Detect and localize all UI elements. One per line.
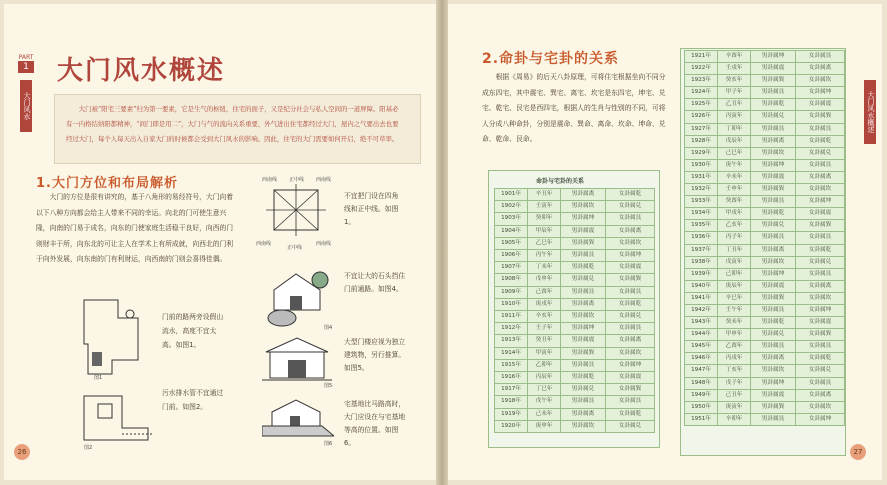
table-cell: 丙戌年 xyxy=(718,353,751,365)
table-cell: 1938年 xyxy=(685,256,718,268)
table-cell: 1909年 xyxy=(495,286,528,298)
table-cell: 女卦属艮 xyxy=(796,123,845,135)
table-cell: 男卦属艮 xyxy=(751,196,796,208)
fig1-label-top: 正中线 xyxy=(289,177,305,183)
table-cell: 癸亥年 xyxy=(718,75,751,87)
table-row xyxy=(685,135,845,147)
table-cell: 1946年 xyxy=(685,353,718,365)
fig1-label-ne: 西南线 xyxy=(316,177,332,183)
figure-4-diagram xyxy=(260,266,332,330)
table-row xyxy=(685,75,845,87)
table-cell: 1919年 xyxy=(495,408,528,420)
table-cell: 丁未年 xyxy=(528,262,561,274)
table-row xyxy=(495,372,655,384)
table-cell: 男卦属巽 xyxy=(751,292,796,304)
table-cell: 女卦属坤 xyxy=(796,304,845,316)
table-cell: 女卦属震 xyxy=(606,372,655,384)
table-cell: 女卦属震 xyxy=(796,317,845,329)
table-cell: 男卦属乾 xyxy=(561,262,606,274)
fig1-caption: 不宜把门设在四角线和正中线。如图1。 xyxy=(344,192,399,226)
table-cell: 乙巳年 xyxy=(528,237,561,249)
table-row xyxy=(685,220,845,232)
table-cell: 女卦属艮 xyxy=(606,286,655,298)
fig4-label: 图4 xyxy=(324,325,333,331)
table-cell: 1948年 xyxy=(685,377,718,389)
table-row xyxy=(495,213,655,225)
table-cell: 男卦属艮 xyxy=(561,359,606,371)
table-cell: 女卦属坤 xyxy=(796,413,845,425)
table-row xyxy=(685,123,845,135)
table-cell: 1902年 xyxy=(495,201,528,213)
table-cell: 男卦属乾 xyxy=(751,208,796,220)
table-cell: 男卦属艮 xyxy=(561,250,606,262)
table-row xyxy=(495,420,655,432)
table-cell: 女卦属兑 xyxy=(606,420,655,432)
table-cell: 癸酉年 xyxy=(718,196,751,208)
table-cell: 女卦属艮 xyxy=(606,323,655,335)
table-cell: 1908年 xyxy=(495,274,528,286)
table-cell: 男卦属离 xyxy=(561,298,606,310)
table-row xyxy=(685,389,845,401)
table-cell: 男卦属震 xyxy=(751,63,796,75)
table-row xyxy=(685,232,845,244)
table-cell: 1924年 xyxy=(685,87,718,99)
table-cell: 辛亥年 xyxy=(528,311,561,323)
table-row xyxy=(495,347,655,359)
table-cell: 女卦属坤 xyxy=(606,359,655,371)
table-cell: 男卦属坎 xyxy=(751,365,796,377)
table-row xyxy=(685,268,845,280)
table-row xyxy=(685,208,845,220)
table-cell: 男卦属震 xyxy=(751,280,796,292)
section-title-1: 1.大门方位和布局解析 xyxy=(36,176,178,191)
table-cell: 男卦属震 xyxy=(561,225,606,237)
chapter-title xyxy=(56,56,228,86)
table-cell: 乙卯年 xyxy=(528,359,561,371)
table-cell: 辛酉年 xyxy=(718,51,751,63)
table-cell: 男卦属离 xyxy=(561,408,606,420)
table-cell: 1943年 xyxy=(685,317,718,329)
table-row xyxy=(495,359,655,371)
table-cell: 女卦属离 xyxy=(796,389,845,401)
table-cell: 戊寅年 xyxy=(718,256,751,268)
table-cell: 男卦属离 xyxy=(751,135,796,147)
table-row xyxy=(685,51,845,63)
table-row xyxy=(685,256,845,268)
table-cell: 己卯年 xyxy=(718,268,751,280)
figure-2-diagram xyxy=(78,294,154,380)
table-cell: 女卦属巽 xyxy=(796,111,845,123)
gua-table-1 xyxy=(494,188,655,433)
fig3-caption: 污水排水管不宜通过门前。如图2。 xyxy=(162,389,224,411)
table-cell: 男卦属巽 xyxy=(751,401,796,413)
figure-5-diagram xyxy=(262,334,332,384)
table-cell: 男卦属坤 xyxy=(751,159,796,171)
table-cell: 男卦属兑 xyxy=(751,329,796,341)
table-cell: 男卦属离 xyxy=(561,189,606,201)
intro-paragraph: 大门被“阳宅三要素”归为第一要素，它是生气的枢纽，住宅的面子，又是纪分社会与私人空间的一道屏障。阳基必有一内格结纳阳都精神，“间门即是用二”，大门与气的流向关系重要，外气进出住宅都经过大门，屋内之气要出去也要经过大门，每个人每天出入自家大门的时候都会受到大门风水的影响。因此，住宅的大门需要如何开启，绝不可草率。 xyxy=(66,105,399,143)
table-cell: 1907年 xyxy=(495,262,528,274)
table-cell: 女卦属乾 xyxy=(606,298,655,310)
table-cell: 女卦属艮 xyxy=(796,51,845,63)
book-gutter xyxy=(436,0,448,485)
table-cell: 辛未年 xyxy=(718,171,751,183)
table-cell: 女卦属巽 xyxy=(796,329,845,341)
table-row xyxy=(495,408,655,420)
table-cell: 癸丑年 xyxy=(528,335,561,347)
table-cell: 壬戌年 xyxy=(718,63,751,75)
table-cell: 壬子年 xyxy=(528,323,561,335)
table-cell: 1927年 xyxy=(685,123,718,135)
table-row xyxy=(495,274,655,286)
table-cell: 丁巳年 xyxy=(528,384,561,396)
table-row xyxy=(685,159,845,171)
table-cell: 1912年 xyxy=(495,323,528,335)
table-cell: 1944年 xyxy=(685,329,718,341)
right-page xyxy=(448,4,882,480)
table-cell: 男卦属艮 xyxy=(751,123,796,135)
table-row xyxy=(495,286,655,298)
table-cell: 1903年 xyxy=(495,213,528,225)
table-row xyxy=(685,87,845,99)
fig3-label: 图2 xyxy=(84,445,93,451)
table-cell: 甲寅年 xyxy=(528,347,561,359)
table-cell: 女卦属乾 xyxy=(796,353,845,365)
table-cell: 丁卯年 xyxy=(718,123,751,135)
table-cell: 男卦属坎 xyxy=(561,420,606,432)
figure-1-diagram xyxy=(256,180,336,246)
table-cell: 女卦属坤 xyxy=(606,250,655,262)
table-cell: 女卦属艮 xyxy=(606,213,655,225)
table-cell: 女卦属坎 xyxy=(606,237,655,249)
fig5-label: 图5 xyxy=(324,383,333,389)
table-cell: 1906年 xyxy=(495,250,528,262)
table-cell: 女卦属兑 xyxy=(796,147,845,159)
table-row xyxy=(685,329,845,341)
table-row xyxy=(495,189,655,201)
table-cell: 乙丑年 xyxy=(718,99,751,111)
fig6-label: 图6 xyxy=(324,441,333,447)
table-cell: 男卦属离 xyxy=(751,244,796,256)
table-cell: 女卦属乾 xyxy=(796,244,845,256)
table-title: 命卦与宅卦的关系 xyxy=(536,178,585,185)
table-cell: 壬午年 xyxy=(718,304,751,316)
section-body-1: 大门的方位是很有讲究的，基于八角形的易经符号，大门向着以下八种方向都会给主人带来不同的幸运。向北的门可使生意兴隆，向南的门易于成名，向东的门使家庭生活稳干良好，向西的门则财丰于所，向东北的可让主人在学术上有所成就，向西北的门利于向外发展，向东南的门有利财运，向西南的门则会喜得佳偶。 xyxy=(36,193,234,263)
table-cell: 庚戌年 xyxy=(528,298,561,310)
table-cell: 男卦属艮 xyxy=(751,232,796,244)
fig1-label-nw: 西南线 xyxy=(262,177,278,183)
table-row xyxy=(685,147,845,159)
table-row xyxy=(685,341,845,353)
table-row xyxy=(685,63,845,75)
table-cell: 乙亥年 xyxy=(718,220,751,232)
table-row xyxy=(495,225,655,237)
table-cell: 女卦属坎 xyxy=(796,401,845,413)
table-cell: 女卦属乾 xyxy=(606,408,655,420)
table-cell: 女卦属艮 xyxy=(796,377,845,389)
table-cell: 女卦属离 xyxy=(796,63,845,75)
table-row xyxy=(495,262,655,274)
table-cell: 女卦属坎 xyxy=(796,75,845,87)
table-row xyxy=(685,171,845,183)
table-cell: 1904年 xyxy=(495,225,528,237)
table-cell: 男卦属离 xyxy=(751,353,796,365)
table-cell: 男卦属坤 xyxy=(751,268,796,280)
table-cell: 1914年 xyxy=(495,347,528,359)
table-cell: 男卦属巽 xyxy=(751,75,796,87)
table-cell: 1941年 xyxy=(685,292,718,304)
table-cell: 女卦属巽 xyxy=(606,384,655,396)
table-cell: 戊申年 xyxy=(528,274,561,286)
table-cell: 1911年 xyxy=(495,311,528,323)
table-cell: 男卦属坎 xyxy=(561,311,606,323)
table-cell: 1945年 xyxy=(685,341,718,353)
table-row xyxy=(495,335,655,347)
table-cell: 男卦属乾 xyxy=(751,99,796,111)
table-cell: 男卦属乾 xyxy=(561,372,606,384)
table-cell: 1940年 xyxy=(685,280,718,292)
table-cell: 男卦属坤 xyxy=(751,51,796,63)
table-cell: 丁亥年 xyxy=(718,365,751,377)
table-cell: 庚午年 xyxy=(718,159,751,171)
table-cell: 女卦属艮 xyxy=(796,341,845,353)
fig2-label: 图1 xyxy=(94,375,103,381)
table-row xyxy=(495,311,655,323)
page-number-right: 27 xyxy=(850,444,866,460)
table-cell: 女卦属离 xyxy=(796,171,845,183)
table-cell: 女卦属巽 xyxy=(796,220,845,232)
table-row xyxy=(685,111,845,123)
table-cell: 男卦属兑 xyxy=(751,220,796,232)
section-title-2: 2.命卦与宅卦的关系 xyxy=(482,51,620,67)
table-cell: 男卦属乾 xyxy=(751,317,796,329)
table-cell: 1920年 xyxy=(495,420,528,432)
figure-3-diagram xyxy=(78,388,158,448)
fig1-label-sw: 西南线 xyxy=(256,241,272,247)
table-cell: 女卦属坎 xyxy=(796,184,845,196)
table-row xyxy=(685,99,845,111)
table-cell: 男卦属巽 xyxy=(561,347,606,359)
table-cell: 女卦属巽 xyxy=(606,274,655,286)
table-cell: 1930年 xyxy=(685,159,718,171)
table-cell: 男卦属兑 xyxy=(561,274,606,286)
table-cell: 1918年 xyxy=(495,396,528,408)
table-cell: 女卦属兑 xyxy=(796,365,845,377)
table-cell: 戊子年 xyxy=(718,377,751,389)
table-cell: 1921年 xyxy=(685,51,718,63)
table-cell: 辛卯年 xyxy=(718,413,751,425)
table-cell: 甲戌年 xyxy=(718,208,751,220)
part-tab xyxy=(16,54,36,73)
table-row xyxy=(685,317,845,329)
part-label: PART xyxy=(18,54,34,61)
table-cell: 1950年 xyxy=(685,401,718,413)
table-row xyxy=(685,365,845,377)
fig4-caption: 不宜让大的石头挡住门前通路。如图4。 xyxy=(344,272,406,293)
table-cell: 1917年 xyxy=(495,384,528,396)
table-row xyxy=(685,184,845,196)
table-cell: 甲申年 xyxy=(718,329,751,341)
table-cell: 1942年 xyxy=(685,304,718,316)
table-cell: 女卦属震 xyxy=(796,208,845,220)
table-cell: 癸未年 xyxy=(718,317,751,329)
table-cell: 丙子年 xyxy=(718,232,751,244)
table-row xyxy=(495,201,655,213)
table-row xyxy=(685,280,845,292)
table-row xyxy=(685,244,845,256)
fig6-caption: 宅基地比马路高时，大门应设在与宅基地等高的位置。如图6。 xyxy=(344,400,406,447)
table-cell: 壬申年 xyxy=(718,184,751,196)
table-cell: 男卦属坤 xyxy=(751,377,796,389)
table-row xyxy=(685,304,845,316)
table-cell: 壬寅年 xyxy=(528,201,561,213)
table-row xyxy=(685,196,845,208)
table-cell: 丙寅年 xyxy=(718,111,751,123)
table-cell: 男卦属震 xyxy=(751,171,796,183)
table-cell: 1934年 xyxy=(685,208,718,220)
table-cell: 1922年 xyxy=(685,63,718,75)
table-cell: 女卦属坎 xyxy=(606,347,655,359)
table-cell: 1929年 xyxy=(685,147,718,159)
table-cell: 甲辰年 xyxy=(528,225,561,237)
table-cell: 男卦属艮 xyxy=(751,304,796,316)
table-row xyxy=(495,323,655,335)
part-number: 1 xyxy=(18,61,34,73)
table-cell: 己巳年 xyxy=(718,147,751,159)
table-cell: 男卦属巽 xyxy=(561,237,606,249)
fig1-label-se: 西南线 xyxy=(316,241,332,247)
table-cell: 男卦属震 xyxy=(751,389,796,401)
table-cell: 女卦属兑 xyxy=(606,311,655,323)
fig1-label-bottom: 正中线 xyxy=(287,245,303,251)
table-cell: 女卦属离 xyxy=(606,335,655,347)
table-cell: 1915年 xyxy=(495,359,528,371)
table-cell: 男卦属艮 xyxy=(561,396,606,408)
table-cell: 男卦属艮 xyxy=(751,413,796,425)
table-cell: 己丑年 xyxy=(718,389,751,401)
table-cell: 1949年 xyxy=(685,389,718,401)
table-cell: 男卦属巽 xyxy=(751,184,796,196)
section-body-2: 根据《周易》的后天八卦原理，可将住宅根据坐向不同分成东四宅，其中震宅、巽宅、离宅、坎宅是东四宅，坤宅、兑宅、乾宅、艮宅是西四宅，根据人的生肖与性别的不同，可将人分成八种命卦，分别是震命、巽命、离命、坎命、坤命、兑命、乾命、艮命。 xyxy=(482,73,666,143)
table-cell: 女卦属艮 xyxy=(606,396,655,408)
table-cell: 女卦属坎 xyxy=(796,292,845,304)
table-cell: 女卦属离 xyxy=(796,280,845,292)
table-cell: 1916年 xyxy=(495,372,528,384)
table-cell: 1923年 xyxy=(685,75,718,87)
table-cell: 辛丑年 xyxy=(528,189,561,201)
table-cell: 男卦属兑 xyxy=(561,384,606,396)
table-cell: 女卦属乾 xyxy=(796,135,845,147)
left-page xyxy=(4,4,436,480)
table-cell: 女卦属兑 xyxy=(606,201,655,213)
table-cell: 1913年 xyxy=(495,335,528,347)
table-cell: 男卦属艮 xyxy=(561,286,606,298)
table-cell: 女卦属艮 xyxy=(796,268,845,280)
table-row xyxy=(685,413,845,425)
table-cell: 1937年 xyxy=(685,244,718,256)
table-cell: 己酉年 xyxy=(528,286,561,298)
gua-table-2 xyxy=(684,50,845,426)
table-cell: 1939年 xyxy=(685,268,718,280)
figure-6-diagram xyxy=(262,396,334,442)
table-cell: 男卦属兑 xyxy=(751,111,796,123)
table-cell: 女卦属离 xyxy=(606,225,655,237)
table-cell: 男卦属艮 xyxy=(751,341,796,353)
table-cell: 女卦属兑 xyxy=(796,256,845,268)
table-cell: 1936年 xyxy=(685,232,718,244)
table-row xyxy=(685,353,845,365)
table-row xyxy=(685,377,845,389)
table-cell: 1932年 xyxy=(685,184,718,196)
table-cell: 庚申年 xyxy=(528,420,561,432)
table-cell: 男卦属艮 xyxy=(751,87,796,99)
table-cell: 女卦属乾 xyxy=(606,189,655,201)
fig2-caption: 门前的路两旁设假山流水，高度不宜太高。如图1。 xyxy=(162,313,224,349)
table-cell: 1928年 xyxy=(685,135,718,147)
table-cell: 1926年 xyxy=(685,111,718,123)
table-cell: 庚寅年 xyxy=(718,401,751,413)
table-cell: 男卦属坤 xyxy=(561,213,606,225)
table-cell: 女卦属艮 xyxy=(796,159,845,171)
page-number-left: 26 xyxy=(14,444,30,460)
table-cell: 1933年 xyxy=(685,196,718,208)
table-cell: 男卦属坎 xyxy=(751,147,796,159)
table-cell: 1910年 xyxy=(495,298,528,310)
table-row xyxy=(495,384,655,396)
table-cell: 庚辰年 xyxy=(718,280,751,292)
table-cell: 1951年 xyxy=(685,413,718,425)
side-tab-left: 大门风水 xyxy=(20,80,32,132)
table-row xyxy=(495,396,655,408)
table-cell: 丙午年 xyxy=(528,250,561,262)
table-row xyxy=(685,401,845,413)
table-cell: 丙辰年 xyxy=(528,372,561,384)
table-cell: 1901年 xyxy=(495,189,528,201)
table-row xyxy=(685,292,845,304)
table-row xyxy=(495,298,655,310)
table-cell: 男卦属震 xyxy=(561,335,606,347)
table-cell: 戊午年 xyxy=(528,396,561,408)
table-row xyxy=(495,237,655,249)
fig5-caption: 大型门楼应视为独立建筑物，另行推算。如图5。 xyxy=(344,338,406,372)
table-cell: 1905年 xyxy=(495,237,528,249)
table-cell: 女卦属坤 xyxy=(796,196,845,208)
table-cell: 1925年 xyxy=(685,99,718,111)
table-cell: 1947年 xyxy=(685,365,718,377)
chapter-title-text: 大门风水概述 xyxy=(57,56,226,86)
table-cell: 甲子年 xyxy=(718,87,751,99)
table-cell: 男卦属坎 xyxy=(561,201,606,213)
table-cell: 女卦属震 xyxy=(606,262,655,274)
table-cell: 女卦属艮 xyxy=(796,232,845,244)
table-cell: 己未年 xyxy=(528,408,561,420)
table-cell: 乙酉年 xyxy=(718,341,751,353)
table-cell: 女卦属坤 xyxy=(796,87,845,99)
table-cell: 男卦属坎 xyxy=(751,256,796,268)
table-cell: 女卦属震 xyxy=(796,99,845,111)
table-cell: 癸卯年 xyxy=(528,213,561,225)
table-cell: 辛巳年 xyxy=(718,292,751,304)
table-cell: 戊辰年 xyxy=(718,135,751,147)
table-cell: 1935年 xyxy=(685,220,718,232)
table-cell: 男卦属坤 xyxy=(561,323,606,335)
table-cell: 丁丑年 xyxy=(718,244,751,256)
side-tab-right: 大门风水概述 xyxy=(864,80,876,144)
table-cell: 1931年 xyxy=(685,171,718,183)
table-row xyxy=(495,250,655,262)
